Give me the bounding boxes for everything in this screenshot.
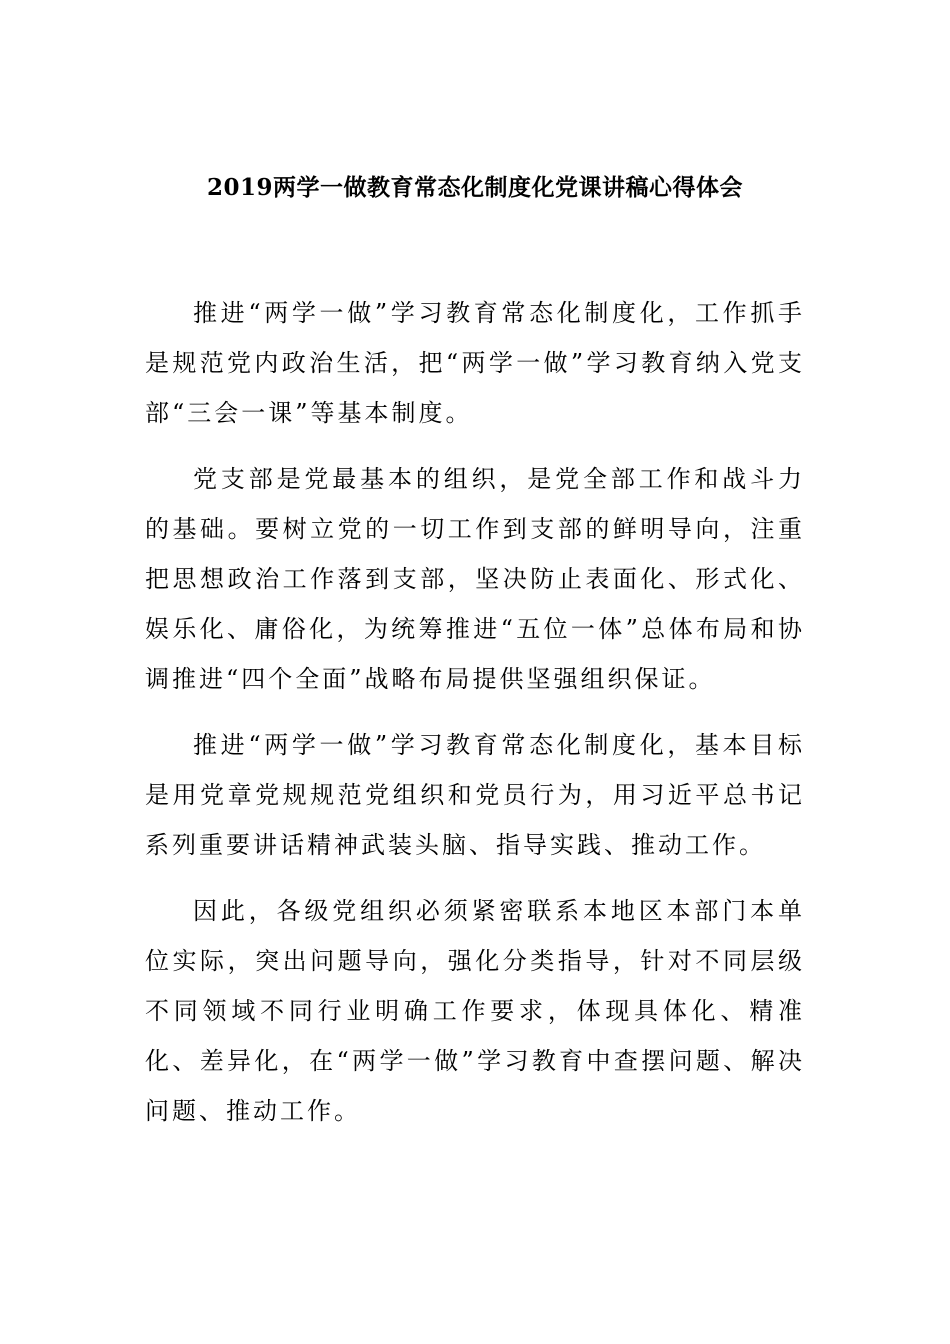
paragraph-1: 推进“两学一做”学习教育常态化制度化，工作抓手是规范党内政治生活，把“两学一做”学习教育纳入党支部“三会一课”等基本制度。 xyxy=(145,299,805,427)
document-body xyxy=(145,288,805,1152)
paragraph-3: 推进“两学一做”学习教育常态化制度化，基本目标是用党章党规规范党组织和党员行为，用习近平总书记系列重要讲话精神武装头脑、指导实践、推动工作。 xyxy=(145,731,805,859)
paragraph-4: 因此，各级党组织必须紧密联系本地区本部门本单位实际，突出问题导向，强化分类指导，针对不同层级不同领域不同行业明确工作要求，体现具体化、精准化、差异化，在“两学一做”学习教育中查摆问题、解决问题、推动工作。 xyxy=(145,897,805,1125)
paragraph-2: 党支部是党最基本的组织，是党全部工作和战斗力的基础。要树立党的一切工作到支部的鲜明导向，注重把思想政治工作落到支部，坚决防止表面化、形式化、娱乐化、庸俗化，为统筹推进“五位一体”总体布局和协调推进“四个全面”战略布局提供坚强组织保证。 xyxy=(145,465,805,693)
document-title: 2019两学一做教育常态化制度化党课讲稿心得体会 xyxy=(206,174,743,201)
